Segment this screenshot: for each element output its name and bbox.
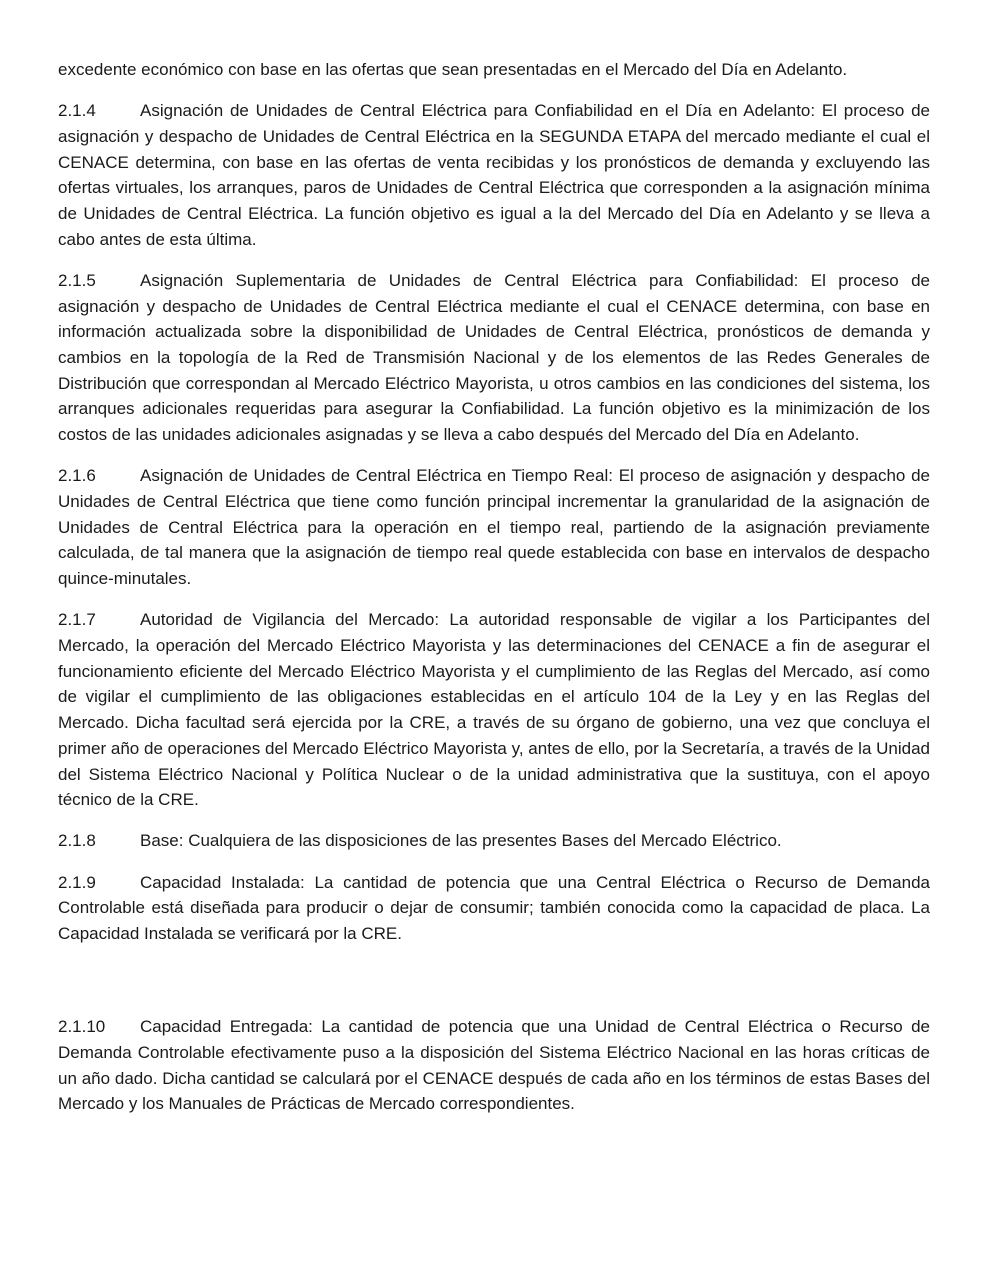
intro-paragraph: excedente económico con base en las ofertas que sean presentadas en el Mercado del Día en Adelanto. [58,60,848,79]
definition-text: Asignación Suplementaria de Unidades de Central Eléctrica para Confiabilidad: El proceso de asignación y despacho de Unidades de Central Eléctrica mediante el cual el CENACE determina, con base en información actualizada sobre la disponibilidad de Unidades de Central Eléctrica, pronósticos de demanda y cambios en la topología de la Red de Transmisión Nacional y de los elementos de las Redes Generales de Distribución que correspondan al Mercado Eléctrico Mayorista, u otros cambios en las condiciones del sistema, los arranques adicionales requeridas para asegurar la Confiabilidad. La función objetivo es la minimización de los costos de las unidades adicionales asignadas y se lleva a cabo después del Mercado del Día en Adelanto. [58,270,930,445]
document-page [58,57,930,1133]
section-number: 2.1.4 [58,101,96,121]
definition-text: Base: Cualquiera de las disposiciones de las presentes Bases del Mercado Eléctrico. [140,831,782,851]
definition-2-1-4 [58,98,930,252]
section-number: 2.1.6 [58,466,96,486]
definition-2-1-10 [58,1014,930,1117]
definition-text: Capacidad Entregada: La cantidad de potencia que una Unidad de Central Eléctrica o Recurso de Demanda Controlable efectivamente puso a la disposición del Sistema Eléctrico Nacional en las horas críticas de un año dado. Dicha cantidad se calculará por el CENACE después de cada año en los términos de estas Bases del Mercado y los Manuales de Prácticas de Mercado correspondientes. [58,1017,930,1114]
definition-2-1-5 [58,268,930,448]
definition-2-1-6 [58,463,930,592]
definition-text: Asignación de Unidades de Central Eléctrica en Tiempo Real: El proceso de asignación y despacho de Unidades de Central Eléctrica que tiene como función principal incrementar la granularidad de la asignación de Unidades de Central Eléctrica para la operación en el tiempo real, partiendo de la asignación previamente calculada, de tal manera que la asignación de tiempo real quede establecida con base en intervalos de despacho quince-minutales. [58,466,930,589]
definition-text: Autoridad de Vigilancia del Mercado: La autoridad responsable de vigilar a los Participantes del Mercado, la operación del Mercado Eléctrico Mayorista y las determinaciones del CENACE a fin de asegurar el funcionamiento eficiente del Mercado Eléctrico Mayorista y el cumplimiento de las Reglas del Mercado, así como de vigilar el cumplimiento de las obligaciones establecidas en el artículo 104 de la Ley y en las Reglas del Mercado. Dicha facultad será ejercida por la CRE, a través de su órgano de gobierno, una vez que concluya el primer año de operaciones del Mercado Eléctrico Mayorista y, antes de ello, por la Secretaría, a través de la Unidad del Sistema Eléctrico Nacional y Política Nuclear o de la unidad administrativa que la sustituya, con el apoyo técnico de la CRE. [58,610,930,810]
definition-2-1-8 [58,828,930,854]
definition-2-1-9 [58,870,930,947]
definition-text: Capacidad Instalada: La cantidad de potencia que una Central Eléctrica o Recurso de Demanda Controlable está diseñada para producir o dejar de consumir; también conocida como la capacidad de placa. La Capacidad Instalada se verificará por la CRE. [58,872,930,944]
section-number: 2.1.10 [58,1017,106,1037]
section-number: 2.1.9 [58,872,96,892]
definition-2-1-7 [58,607,930,813]
section-number: 2.1.7 [58,610,96,630]
blank-space [58,962,930,1014]
section-number: 2.1.8 [58,831,96,851]
section-number: 2.1.5 [58,270,96,290]
definition-text: Asignación de Unidades de Central Eléctrica para Confiabilidad en el Día en Adelanto: El proceso de asignación y despacho de Unidades de Central Eléctrica en la SEGUNDA ETAPA del mercado mediante el cual el CENACE determina, con base en las ofertas de venta recibidas y los pronósticos de demanda y excluyendo las ofertas virtuales, los arranques, paros de Unidades de Central Eléctrica que corresponden a la asignación mínima de Unidades de Central Eléctrica. La función objetivo es igual a la del Mercado del Día en Adelanto y se lleva a cabo antes de esta última. [58,101,930,249]
